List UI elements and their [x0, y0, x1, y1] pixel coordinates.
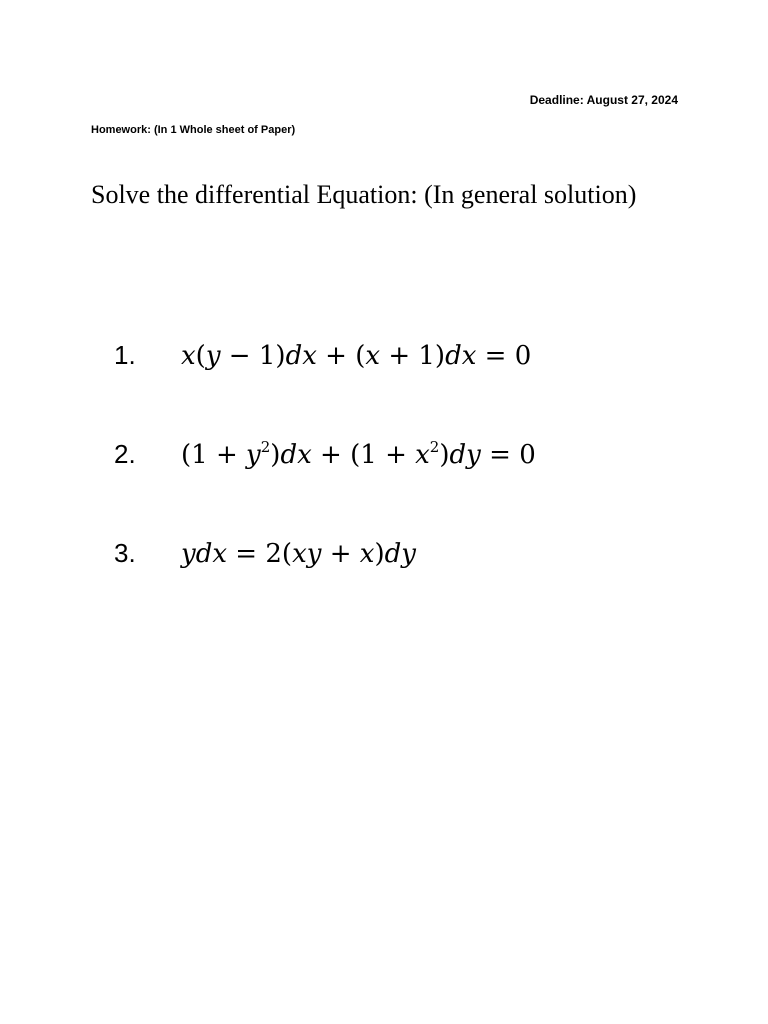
problem-number: 3.: [114, 538, 136, 568]
problem-item-2: [114, 439, 714, 538]
problem-equation: $(1 + y^2)dx + (1 + x^2)dy = 0$: [181, 438, 536, 470]
deadline-text: Deadline: August 27, 2024: [529, 93, 678, 107]
problem-item-3: [114, 538, 714, 637]
problem-list: [114, 340, 714, 637]
problem-item-1: [114, 340, 714, 439]
instruction-heading: Solve the differential Equation: (In general solution): [91, 180, 637, 209]
problem-number: 2.: [114, 439, 136, 469]
problem-equation: ydx = 2(xy + x)dy: [181, 539, 416, 569]
problem-number: 1.: [114, 340, 136, 370]
homework-note: Homework: (In 1 Whole sheet of Paper): [91, 124, 296, 136]
problem-equation: x(y − 1)dx + (x + 1)dx = 0: [181, 341, 532, 371]
